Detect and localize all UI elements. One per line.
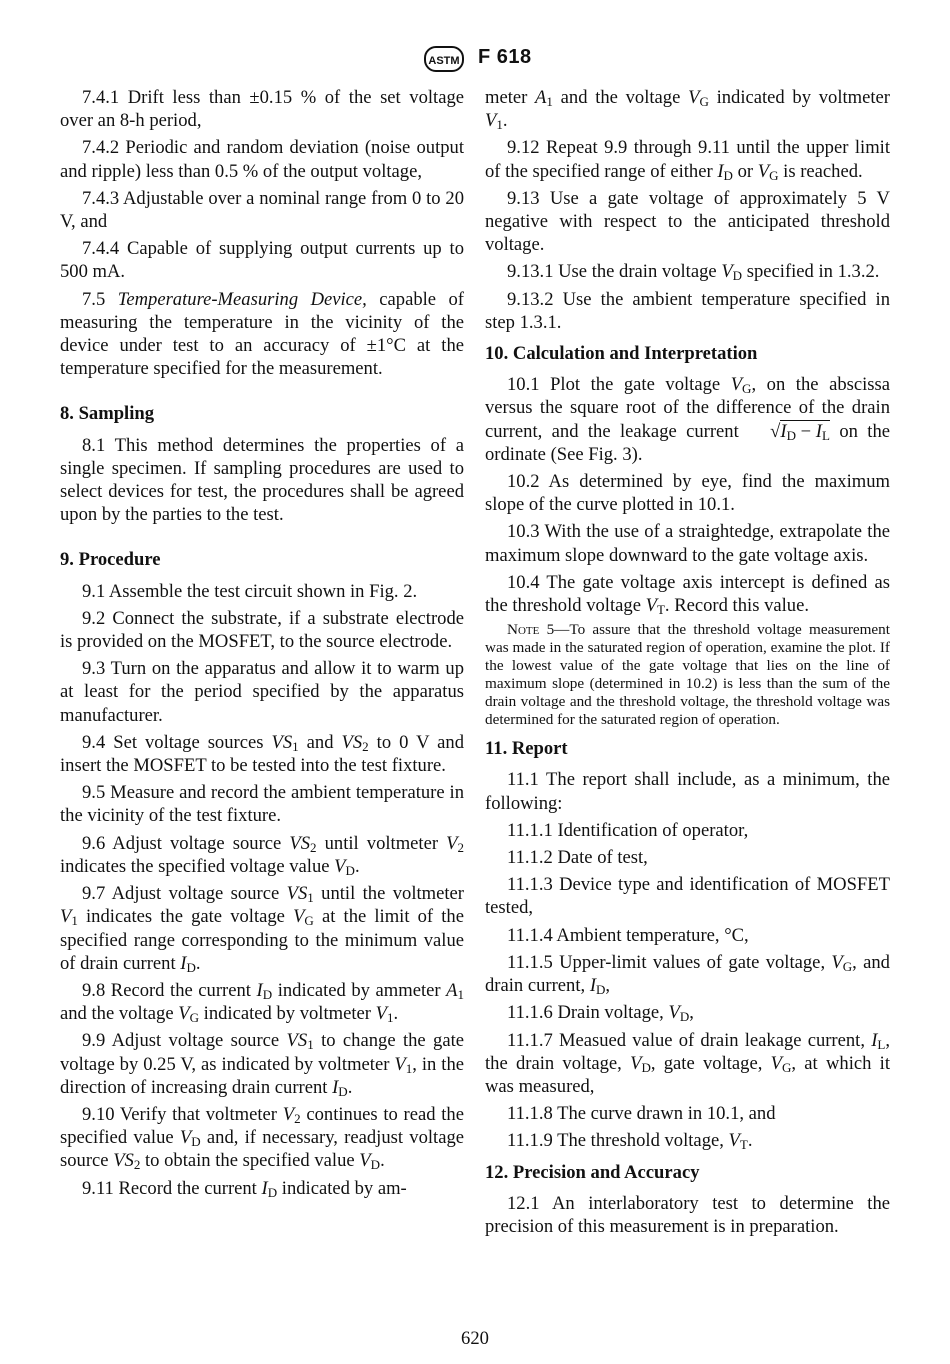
page-number: 620 <box>461 1328 489 1349</box>
paragraph-7-5: 7.5 Temperature-Measuring Device, capable of measuring the temperature in the vicinity of the device under test to an accuracy of ±1°C at the temperature specified for the measurement. <box>60 288 464 380</box>
paragraph-9-8: 9.8 Record the current $I_D$ indicated by ammeter $A_1$ and the voltage $V_G$ indicated by voltmeter $V_1$. <box>60 979 465 1026</box>
paragraph-12-1: 12.1 An interlaboratory test to determine the precision of this measurement is in preparation. <box>485 1192 890 1237</box>
paragraph-9-11: 9.11 Record the current $I_D$ indicated by am- <box>82 1177 407 1200</box>
paragraph-11-1-6: 11.1.6 Drain voltage, $V_D$, <box>507 1002 694 1025</box>
paragraph-7-4-3: 7.4.3 Adjustable over a nominal range from 0 to 20 V, and <box>60 187 464 233</box>
left-column <box>60 86 464 1204</box>
paragraph-9-13-2: 9.13.2 Use the ambient temperature specified in step 1.3.1. <box>485 288 890 333</box>
paragraph-9-3: 9.3 Turn on the apparatus and allow it to warm up at least for the period specified by the apparatus manufacturer. <box>60 658 464 726</box>
paragraph-11-1-7: 11.1.7 Measued value of drain leakage current, $I_L$, the drain voltage, $V_D$, gate voltage, $V_G$, at which it was measured, <box>485 1029 890 1097</box>
paragraph-11-1-1: 11.1.1 Identification of operator, <box>507 819 749 841</box>
paragraph-11-1-8: 11.1.8 The curve drawn in 10.1, and <box>507 1103 776 1125</box>
paragraph-9-13: 9.13 Use a gate voltage of approximately 5 V negative with respect to the anticipated threshold voltage. <box>485 187 890 256</box>
svg-text:ASTM: ASTM <box>428 55 460 67</box>
paragraph-9-9: 9.9 Adjust voltage source $VS_1$ to change the gate voltage by 0.25 V, as indicated by voltmeter $V_1$, in the direction of increasing drain current $I_D$. <box>60 1030 464 1099</box>
page-header <box>0 44 950 78</box>
paragraph-10-4: 10.4 The gate voltage axis intercept is defined as the threshold voltage $V_T$. Record this value. <box>485 571 890 618</box>
paragraph-10-1: 10.1 Plot the gate voltage $V_G$, on the abscissa versus the square root of the difference of the drain current, and the leakage current $√I_D - I_L$ on the ordinate (See Fig. 3). <box>485 374 890 465</box>
paragraph-8-1: 8.1 This method determines the properties of a single specimen. If sampling procedures are used to select devices for test, the procedures shall be agreed upon by the parties to the test. <box>60 434 464 526</box>
document-number: F 618 <box>478 46 532 68</box>
paragraph-9-10: 9.10 Verify that voltmeter $V_2$ continues to read the specified value $V_D$ and, if necessary, readjust voltage source $VS_2$ to obtain the specified value $V_D$. <box>60 1103 464 1173</box>
heading-report: 11. Report <box>485 738 568 760</box>
paragraph-9-5: 9.5 Measure and record the ambient temperature in the vicinity of the test fixture. <box>60 782 464 827</box>
paragraph-9-4: 9.4 Set voltage sources $VS_1$ and $VS_2$ to 0 V and insert the MOSFET to be tested into the test fixture. <box>60 731 465 777</box>
paragraph-9-1: 9.1 Assemble the test circuit shown in Fig. 2. <box>82 580 418 602</box>
paragraph-9-12: 9.12 Repeat 9.9 through 9.11 until the upper limit of the specified range of either $I_D$ or $V_G$ is reached. <box>485 137 890 183</box>
square-root-expression: $√I_D - I_L$ <box>770 420 830 443</box>
paragraph-9-2: 9.2 Connect the substrate, if a substrate electrode is provided on the MOSFET, to the source electrode. <box>60 607 464 653</box>
paragraph-9-7: 9.7 Adjust voltage source $VS_1$ until the voltmeter $V_1$ indicates the gate voltage $V_G$ at the limit of the specified range corresponding to the minimum value of drain current $I_D$. <box>60 883 464 975</box>
heading-calculation: 10. Calculation and Interpretation <box>485 343 758 365</box>
paragraph-9-13-1: 9.13.1 Use the drain voltage $V_D$ specified in 1.3.2. <box>507 261 880 284</box>
paragraph-11-1-9: 11.1.9 The threshold voltage, $V_T$. <box>507 1130 753 1153</box>
heading-sampling: 8. Sampling <box>60 403 155 425</box>
paragraph-11-1-2: 11.1.2 Date of test, <box>507 847 648 869</box>
paragraph-11-1-4: 11.1.4 Ambient temperature, °C, <box>507 924 749 946</box>
paragraph-10-2: 10.2 As determined by eye, find the maximum slope of the curve plotted in 10.1. <box>485 471 890 516</box>
heading-precision: 12. Precision and Accuracy <box>485 1161 700 1183</box>
note-5: Note 5—To assure that the threshold voltage measurement was made in the saturated region of operation, examine the plot. If the lowest value of the gate voltage that lies on the line of maximum slope (determined in 10.2) is less than the sum of the drain voltage and the threshold voltage, the threshold voltage was determined for the saturated region of operation. <box>485 621 890 729</box>
paragraph-9-11-continued: meter $A_1$ and the voltage $V_G$ indicated by voltmeter $V_1$. <box>485 87 890 133</box>
paragraph-7-4-2: 7.4.2 Periodic and random deviation (noise output and ripple) less than 0.5 % of the output voltage, <box>60 137 464 182</box>
paragraph-7-4-1: 7.4.1 Drift less than ±0.15 % of the set voltage over an 8-h period, <box>60 87 464 132</box>
heading-procedure: 9. Procedure <box>60 549 161 571</box>
paragraph-11-1-5: 11.1.5 Upper-limit values of gate voltage, $V_G$, and drain current, $I_D$, <box>485 951 890 998</box>
astm-logo-icon <box>424 46 464 72</box>
paragraph-11-1-3: 11.1.3 Device type and identification of MOSFET tested, <box>485 874 890 919</box>
paragraph-10-3: 10.3 With the use of a straightedge, extrapolate the maximum slope downward to the gate voltage axis. <box>485 521 890 566</box>
paragraph-11-1: 11.1 The report shall include, as a minimum, the following: <box>485 769 890 814</box>
right-column <box>485 86 890 1242</box>
paragraph-9-6: 9.6 Adjust voltage source $VS_2$ until voltmeter $V_2$ indicates the specified voltage value $V_D$. <box>60 832 464 878</box>
paragraph-7-4-4: 7.4.4 Capable of supplying output currents up to 500 mA. <box>60 238 464 283</box>
